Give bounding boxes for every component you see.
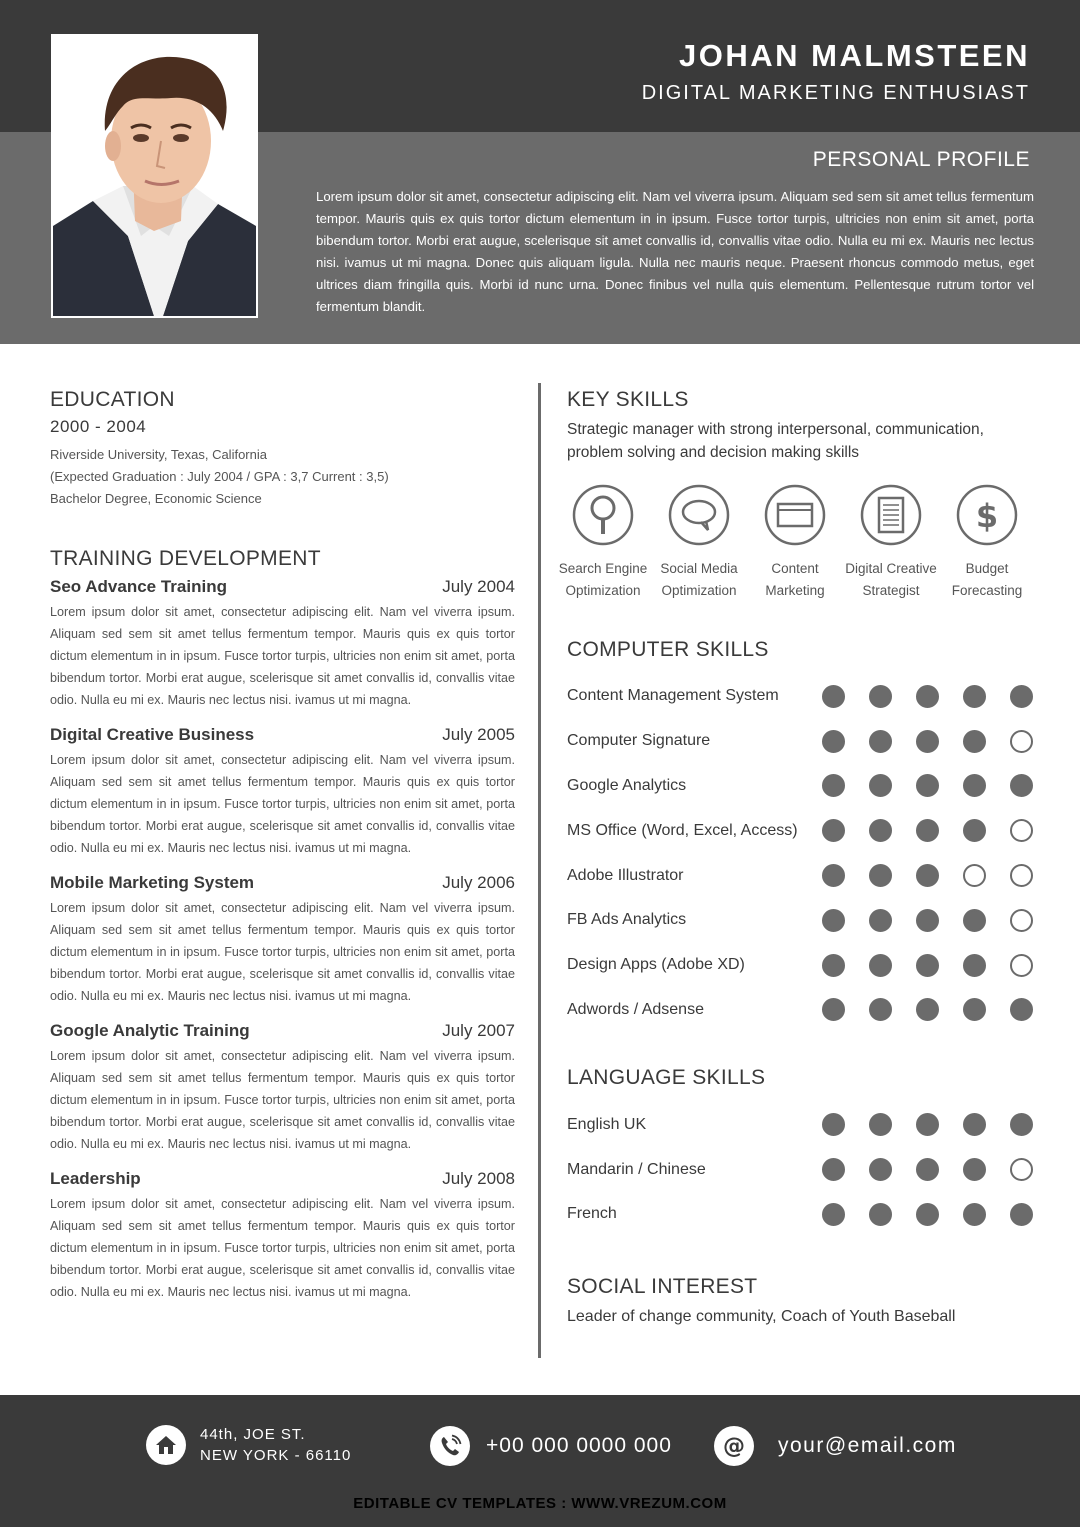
education-school: Riverside University, Texas, California	[50, 447, 267, 462]
training-item	[50, 1169, 515, 1303]
training-description: Lorem ipsum dolor sit amet, consectetur adipiscing elit. Nam vel viverra ipsum. Aliquam sed sem sit amet tellus fermentum tempor. Mauris quis ex quis tortor dictum elementum in in ipsum. Fusce tortor turpis, ultricies non enim sit amet, porta bibendum tortor. Morbi erat augue, scelerisque sit amet convallis id, convallis vitae odio. Nulla eu mi ex. Mauris nec lectus nisi. ivamus ut mi magna.	[50, 1049, 515, 1151]
rating-dot-filled	[822, 909, 845, 932]
language-skill-row	[567, 1192, 1037, 1237]
education-details	[50, 444, 515, 510]
key-skill-seo	[555, 484, 651, 602]
rating-dot-filled	[869, 954, 892, 977]
rating-dot-filled	[822, 819, 845, 842]
language-skill-row	[567, 1147, 1037, 1192]
rating-dot-empty	[1010, 730, 1033, 753]
rating-dot-filled	[822, 1113, 845, 1136]
rating-dot-filled	[916, 864, 939, 887]
language-skill-name: Mandarin / Chinese	[567, 1160, 706, 1178]
training-date: July 2006	[442, 873, 515, 892]
computer-skill-name: Content Management System	[567, 687, 779, 705]
rating-dot-filled	[916, 909, 939, 932]
rating-dot-filled	[916, 819, 939, 842]
training-date: July 2008	[442, 1169, 515, 1188]
rating-dot-filled	[963, 1113, 986, 1136]
language-skill-rating	[822, 1113, 1033, 1136]
rating-dot-filled	[916, 730, 939, 753]
training-item	[50, 577, 515, 711]
rating-dot-filled	[1010, 1113, 1033, 1136]
rating-dot-filled	[869, 1113, 892, 1136]
language-skill-name: French	[567, 1205, 617, 1223]
rating-dot-filled	[963, 685, 986, 708]
computer-skill-row	[567, 853, 1037, 898]
key-skill-label: Search Engine	[558, 561, 648, 576]
rating-dot-filled	[822, 1158, 845, 1181]
rating-dot-empty	[1010, 864, 1033, 887]
training-item	[50, 1021, 515, 1155]
rating-dot-filled	[869, 1158, 892, 1181]
profile-heading: PERSONAL PROFILE	[812, 148, 1030, 171]
rating-dot-filled	[822, 864, 845, 887]
rating-dot-filled	[963, 998, 986, 1021]
rating-dot-filled	[916, 685, 939, 708]
language-skill-rating	[822, 1158, 1033, 1181]
key-skill-label: Social Media	[660, 561, 738, 576]
template-credit: EDITABLE CV TEMPLATES : WWW.VREZUM.COM	[353, 1495, 727, 1512]
language-skills-heading: LANGUAGE SKILLS	[567, 1066, 766, 1090]
phone-number: +00 000 0000 000	[486, 1434, 672, 1457]
computer-skill-rating	[822, 998, 1033, 1021]
computer-skill-row	[567, 808, 1037, 853]
language-skills-list	[567, 1102, 1037, 1236]
language-skill-name: English UK	[567, 1115, 647, 1133]
rating-dot-filled	[869, 909, 892, 932]
browser-window-icon	[764, 484, 826, 546]
phone-icon	[430, 1426, 470, 1466]
email-address: your@email.com	[778, 1434, 957, 1457]
education-heading: EDUCATION	[50, 388, 175, 411]
training-date: July 2005	[442, 725, 515, 744]
rating-dot-filled	[822, 954, 845, 977]
rating-dot-filled	[822, 774, 845, 797]
contact-email[interactable]	[714, 1426, 957, 1466]
rating-dot-filled	[869, 730, 892, 753]
training-name: Mobile Marketing System	[50, 873, 255, 892]
rating-dot-empty	[1010, 819, 1033, 842]
training-name: Google Analytic Training	[50, 1021, 250, 1040]
rating-dot-empty	[1010, 954, 1033, 977]
rating-dot-filled	[1010, 1203, 1033, 1226]
rating-dot-filled	[916, 998, 939, 1021]
computer-skill-rating	[822, 685, 1033, 708]
rating-dot-filled	[963, 909, 986, 932]
key-skill-creative	[843, 484, 939, 602]
rating-dot-filled	[916, 1158, 939, 1181]
contact-address	[146, 1424, 351, 1466]
rating-dot-filled	[869, 819, 892, 842]
training-item	[50, 725, 515, 859]
education-graduation: (Expected Graduation : July 2004 / GPA : 3,7 Current : 3,5)	[50, 469, 389, 484]
rating-dot-filled	[1010, 774, 1033, 797]
computer-skills-heading: COMPUTER SKILLS	[567, 638, 769, 661]
training-description: Lorem ipsum dolor sit amet, consectetur adipiscing elit. Nam vel viverra ipsum. Aliquam sed sem sit amet tellus fermentum tempor. Mauris quis ex quis tortor dictum elementum in in ipsum. Fusce tortor turpis, ultricies non enim sit amet, porta bibendum tortor. Morbi erat augue, scelerisque sit amet convallis id, convallis vitae odio. Nulla eu mi ex. Mauris nec lectus nisi. ivamus ut mi magna.	[50, 1197, 515, 1299]
rating-dot-filled	[963, 954, 986, 977]
computer-skill-row	[567, 764, 1037, 809]
magnifier-icon	[572, 484, 634, 546]
rating-dot-filled	[963, 730, 986, 753]
right-column	[558, 388, 1037, 1326]
computer-skill-name: Adwords / Adsense	[567, 1000, 704, 1018]
chat-bubble-icon	[668, 484, 730, 546]
computer-skill-rating	[822, 954, 1033, 977]
key-skill-label: Optimization	[661, 583, 737, 598]
key-skills-icons	[555, 484, 1035, 602]
key-skill-label: Forecasting	[951, 583, 1023, 598]
social-interest-text: Leader of change community, Coach of Youth Baseball	[567, 1307, 956, 1325]
computer-skill-rating	[822, 864, 1033, 887]
rating-dot-filled	[822, 685, 845, 708]
education-years: 2000 - 2004	[50, 417, 147, 436]
rating-dot-filled	[869, 774, 892, 797]
key-skill-label: Marketing	[765, 583, 825, 598]
training-date: July 2004	[442, 577, 515, 596]
rating-dot-filled	[916, 1113, 939, 1136]
computer-skill-row	[567, 988, 1037, 1033]
rating-dot-filled	[963, 1158, 986, 1181]
computer-skill-row	[567, 719, 1037, 764]
training-description: Lorem ipsum dolor sit amet, consectetur adipiscing elit. Nam vel viverra ipsum. Aliquam sed sem sit amet tellus fermentum tempor. Mauris quis ex quis tortor dictum elementum in in ipsum. Fusce tortor turpis, ultricies non enim sit amet, porta bibendum tortor. Morbi erat augue, scelerisque sit amet convallis id, convallis vitae odio. Nulla eu mi ex. Mauris nec lectus nisi. ivamus ut mi magna.	[50, 753, 515, 855]
computer-skill-rating	[822, 774, 1033, 797]
candidate-name: JOHAN MALMSTEEN	[679, 38, 1030, 73]
key-skill-social	[651, 484, 747, 602]
computer-skill-name: Adobe Illustrator	[567, 866, 684, 884]
computer-skill-name: Computer Signature	[567, 732, 711, 750]
language-skill-rating	[822, 1203, 1033, 1226]
social-interest-heading: SOCIAL INTEREST	[567, 1274, 758, 1298]
training-description: Lorem ipsum dolor sit amet, consectetur adipiscing elit. Nam vel viverra ipsum. Aliquam sed sem sit amet tellus fermentum tempor. Mauris quis ex quis tortor dictum elementum in in ipsum. Fusce tortor turpis, ultricies non enim sit amet, porta bibendum tortor. Morbi erat augue, scelerisque sit amet convallis id, convallis vitae odio. Nulla eu mi ex. Mauris nec lectus nisi. ivamus ut mi magna.	[50, 605, 515, 707]
rating-dot-empty	[963, 864, 986, 887]
computer-skill-name: MS Office (Word, Excel, Access)	[567, 821, 798, 839]
computer-skill-name: FB Ads Analytics	[567, 911, 687, 929]
computer-skills-list	[567, 674, 1037, 1032]
rating-dot-filled	[1010, 998, 1033, 1021]
address-line-1: 44th, JOE ST.	[200, 1426, 306, 1443]
rating-dot-empty	[1010, 1158, 1033, 1181]
home-icon	[146, 1425, 186, 1465]
training-date: July 2007	[442, 1021, 515, 1040]
key-skill-label: Content	[771, 561, 819, 576]
rating-dot-filled	[869, 998, 892, 1021]
education-degree: Bachelor Degree, Economic Science	[50, 491, 262, 506]
rating-dot-filled	[963, 819, 986, 842]
computer-skill-row	[567, 898, 1037, 943]
language-skill-row	[567, 1102, 1037, 1147]
rating-dot-filled	[869, 864, 892, 887]
training-name: Seo Advance Training	[50, 577, 227, 596]
key-skill-label: Digital Creative	[845, 561, 937, 576]
left-column	[50, 388, 515, 1317]
training-heading: TRAINING DEVELOPMENT	[50, 547, 321, 570]
document-icon	[860, 484, 922, 546]
computer-skill-row	[567, 674, 1037, 719]
svg-text:$: $	[975, 497, 999, 535]
contact-phone[interactable]	[430, 1426, 672, 1466]
computer-skill-rating	[822, 909, 1033, 932]
candidate-tagline: DIGITAL MARKETING ENTHUSIAST	[641, 82, 1030, 104]
training-item	[50, 873, 515, 1007]
training-name: Leadership	[50, 1169, 141, 1188]
rating-dot-filled	[822, 998, 845, 1021]
training-name: Digital Creative Business	[50, 725, 255, 744]
computer-skill-name: Design Apps (Adobe XD)	[567, 956, 745, 974]
rating-dot-filled	[963, 1203, 986, 1226]
profile-photo	[51, 34, 258, 318]
address-line-2: NEW YORK - 66110	[200, 1447, 352, 1464]
rating-dot-filled	[963, 774, 986, 797]
svg-text:@: @	[723, 1434, 745, 1459]
at-icon	[714, 1426, 754, 1466]
computer-skill-name: Google Analytics	[567, 776, 687, 794]
rating-dot-filled	[916, 774, 939, 797]
rating-dot-filled	[869, 685, 892, 708]
key-skills-description: Strategic manager with strong interpersonal, communication, problem solving and decision making skills	[567, 421, 984, 461]
rating-dot-filled	[1010, 685, 1033, 708]
key-skill-label: Optimization	[565, 583, 641, 598]
computer-skill-rating	[822, 819, 1033, 842]
key-skill-budget	[939, 484, 1035, 602]
column-divider	[538, 383, 541, 1358]
rating-dot-filled	[822, 1203, 845, 1226]
key-skill-label: Strategist	[862, 583, 920, 598]
key-skill-label: Budget	[965, 561, 1009, 576]
rating-dot-filled	[916, 1203, 939, 1226]
rating-dot-empty	[1010, 909, 1033, 932]
computer-skill-row	[567, 943, 1037, 988]
key-skills-heading: KEY SKILLS	[567, 388, 689, 411]
profile-paragraph: Lorem ipsum dolor sit amet, consectetur adipiscing elit. Nam vel viverra ipsum. Aliquam sed sem sit amet tellus fermentum tempor. Mauris quis ex quis tortor dictum elementum in in ipsum. Fusce tortor turpis, ultricies non enim sit amet, porta bibendum tortor. Morbi erat augue, scelerisque sit amet convallis id, convallis vitae odio. Nulla eu mi ex. Mauris nec lectus nisi. ivamus ut mi magna. Donec quis aliquam ligula. Nulla nec mauris neque. Praesent rhoncus commodo metus, eget ultrices diam fringilla quis. Morbi id nunc urna. Donec finibus vel nulla quis elementum. Pellentesque rutrum tortor vel fermentum blandit.	[316, 189, 1034, 314]
rating-dot-filled	[916, 954, 939, 977]
training-description: Lorem ipsum dolor sit amet, consectetur adipiscing elit. Nam vel viverra ipsum. Aliquam sed sem sit amet tellus fermentum tempor. Mauris quis ex quis tortor dictum elementum in in ipsum. Fusce tortor turpis, ultricies non enim sit amet, porta bibendum tortor. Morbi erat augue, scelerisque sit amet convallis id, convallis vitae odio. Nulla eu mi ex. Mauris nec lectus nisi. ivamus ut mi magna.	[50, 901, 515, 1003]
key-skill-content	[747, 484, 843, 602]
computer-skill-rating	[822, 730, 1033, 753]
rating-dot-filled	[869, 1203, 892, 1226]
rating-dot-filled	[822, 730, 845, 753]
dollar-icon	[956, 484, 1018, 546]
